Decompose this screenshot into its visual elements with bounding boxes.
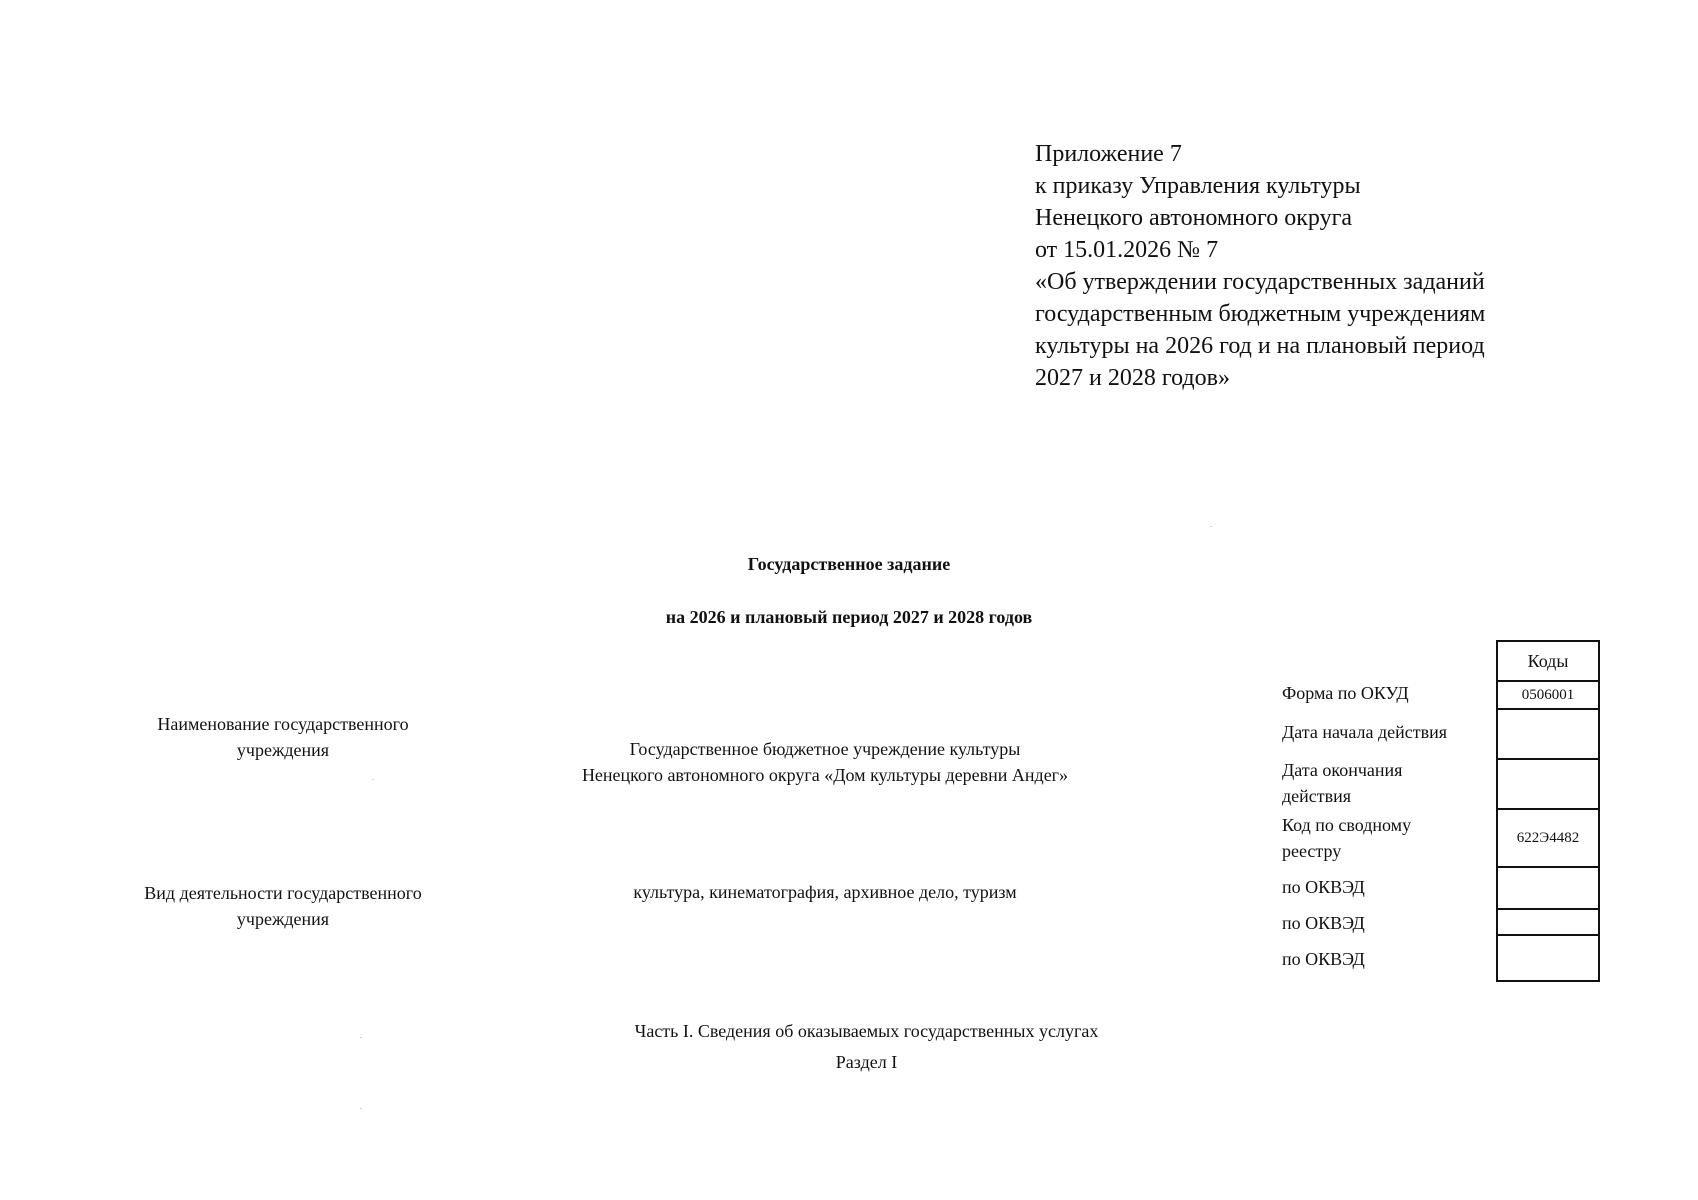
- okved-label-1: по ОКВЭД: [1282, 877, 1365, 897]
- registry-code-label-line: Код по сводному: [1282, 815, 1412, 835]
- codes-table-row: [1497, 759, 1599, 809]
- appendix-line: «Об утверждении государственных заданий: [1035, 269, 1485, 295]
- codes-table-row: [1497, 681, 1599, 709]
- codes-table-row: [1497, 909, 1599, 935]
- appendix-line: к приказу Управления культуры: [1035, 173, 1361, 199]
- activity-type-label-line: Вид деятельности государственного: [144, 883, 422, 903]
- appendix-line: от 15.01.2026 № 7: [1035, 237, 1219, 263]
- institution-name-value-line: Государственное бюджетное учреждение культуры: [629, 739, 1021, 759]
- part-title: Часть I. Сведения об оказываемых государственных услугах: [634, 1021, 1099, 1041]
- okved-code-cell-3: [1497, 935, 1599, 981]
- document-subtitle: на 2026 и плановый период 2027 и 2028 годов: [665, 607, 1033, 627]
- end-date-label: [1282, 757, 1482, 809]
- okud-label: Форма по ОКУД: [1282, 683, 1409, 703]
- section-title: Раздел I: [835, 1052, 898, 1072]
- codes-table-row: [1497, 809, 1599, 867]
- institution-name-label: [123, 711, 443, 763]
- codes-table-row: [1497, 709, 1599, 759]
- institution-name-label-line: учреждения: [236, 740, 330, 760]
- activity-type-label-line: учреждения: [236, 909, 330, 929]
- appendix-line: 2027 и 2028 годов»: [1035, 365, 1230, 391]
- appendix-line: Ненецкого автономного округа: [1035, 205, 1353, 231]
- start-date-label: Дата начала действия: [1282, 722, 1447, 742]
- appendix-block: [1035, 138, 1595, 394]
- codes-table-row: [1497, 935, 1599, 981]
- start-date-code-cell: [1497, 709, 1599, 759]
- okved-code-cell-2: [1497, 909, 1599, 935]
- activity-type-label: [123, 880, 443, 932]
- institution-name-value: [505, 736, 1145, 788]
- appendix-line: Приложение 7: [1035, 141, 1182, 167]
- codes-header-cell: Коды: [1497, 641, 1599, 681]
- codes-table-row: [1497, 867, 1599, 909]
- end-date-label-line: действия: [1282, 786, 1352, 806]
- end-date-code-cell: [1497, 759, 1599, 809]
- okved-label-2: по ОКВЭД: [1282, 913, 1365, 933]
- activity-type-value: культура, кинематография, архивное дело, туризм: [633, 882, 1017, 902]
- registry-code-label: [1282, 812, 1482, 864]
- okved-code-cell-1: [1497, 867, 1599, 909]
- scan-speck: [372, 779, 374, 780]
- codes-table: [1496, 640, 1600, 982]
- okud-code-cell: 0506001: [1497, 681, 1599, 709]
- appendix-line: культуры на 2026 год и на плановый период: [1035, 333, 1485, 359]
- institution-name-label-line: Наименование государственного: [157, 714, 409, 734]
- registry-code-label-line: реестру: [1282, 841, 1342, 861]
- scan-speck: [360, 1037, 362, 1038]
- end-date-label-line: Дата окончания: [1282, 760, 1403, 780]
- institution-name-value-line: Ненецкого автономного округа «Дом культуры деревни Андег»: [581, 765, 1069, 785]
- appendix-line: государственным бюджетным учреждениям: [1035, 301, 1486, 327]
- registry-code-cell: 622Э4482: [1497, 809, 1599, 867]
- document-title: Государственное задание: [747, 554, 951, 574]
- scan-speck: [1210, 526, 1212, 527]
- scan-speck: [360, 1108, 362, 1109]
- okved-label-3: по ОКВЭД: [1282, 949, 1365, 969]
- codes-table-row: [1497, 641, 1599, 681]
